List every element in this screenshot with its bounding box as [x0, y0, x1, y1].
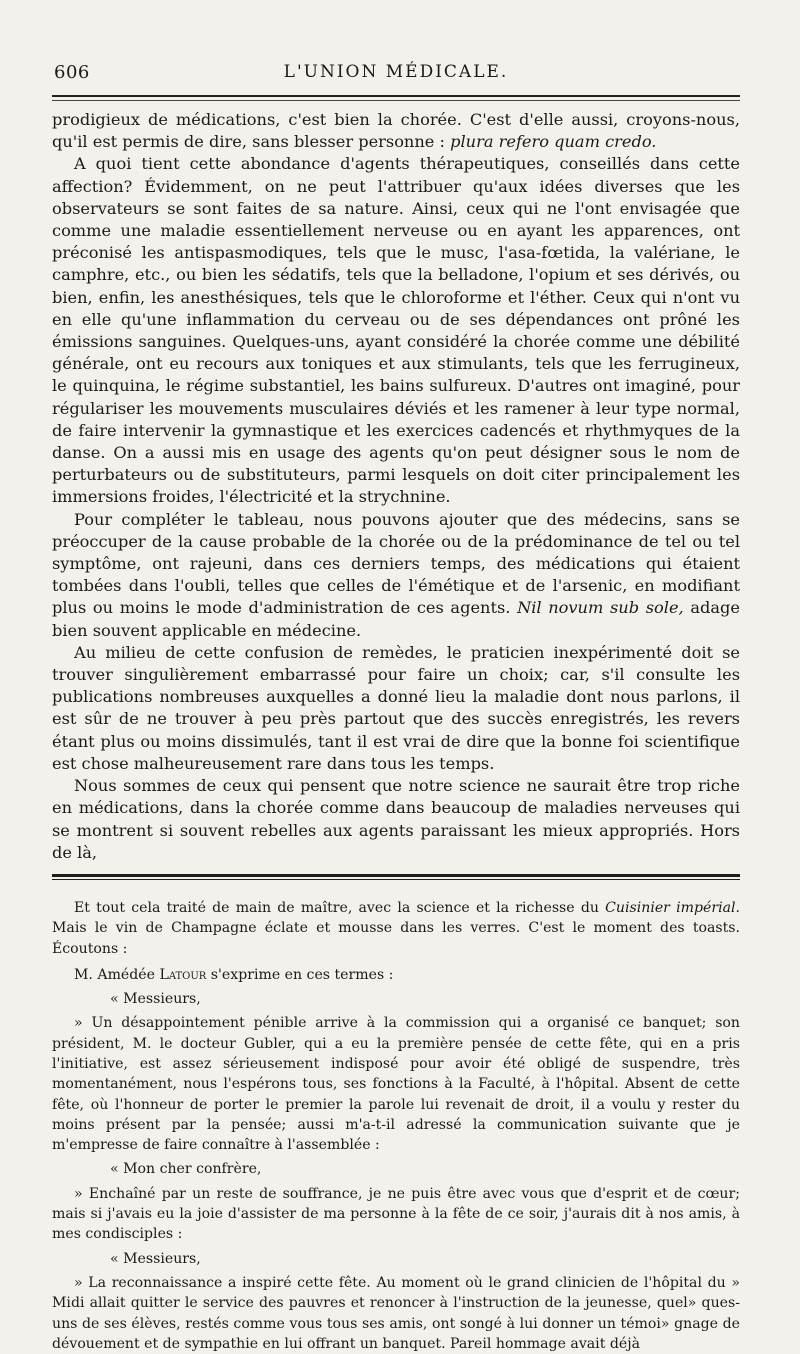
speaker-name: Latour — [159, 966, 207, 983]
feuilleton-paragraph: » La reconnaissance a inspiré cette fête. Au moment où le grand clinicien de l'hôpital du » Midi allait quitter le service des pauvres et renoncer à l'instruction de la jeunesse, quel» ques-uns de ses élèves, restés comme vous tous ses amis, ont songé à lui donner un témoi» gnage de dévouement et de sympathie en lui offrant un banquet. Pareil hommage avait déjà — [52, 1274, 740, 1352]
separator-thin-rule — [52, 879, 740, 880]
salutation: « Mon cher confrère, — [110, 1161, 262, 1178]
text-run: prodigieux de médications, c'est bien la chorée. C'est d'elle aussi, croyons-nous, qu'il est permis de dire, sans blesser personne : — [52, 110, 740, 152]
latin-quote: Nil novum sub sole, — [517, 598, 684, 618]
text-run: adage bien souvent applicable en médecine. — [52, 598, 740, 640]
text-run: Et tout cela traité de main de maître, avec la science et la richesse du — [74, 899, 606, 916]
document-page — [52, 52, 740, 1352]
feuilleton-body — [52, 898, 740, 1354]
article-paragraph: A quoi tient cette abondance d'agents thérapeutiques, conseillés dans cette affection? Évidemment, on ne peut l'attribuer qu'aux idées diverses que les observateurs se sont faites de sa nature. Ainsi, ceux qui ne l'ont envisagée que comme une maladie essentiellement nerveuse ou en ayant les apparences, ont préconisé les antispasmodiques, tels que le musc, l'asa-fœtida, la valériane, le camphre, etc., ou bien les sédatifs, tels que la belladone, l'opium et ses dérivés, ou bien, enfin, les anesthésiques, tels que le chloroforme et l'éther. Ceux qui n'ont vu en elle qu'une inflammation du cerveau ou de ses dépendances ont prôné les émissions sanguines. Quelques-uns, ayant considéré la chorée comme une débilité générale, ont eu recours aux toniques et aux stimulants, tels que les ferrugineux, le quinquina, le régime substantiel, les bains sulfureux. D'autres ont imaginé, pour régulariser les mouvements musculaires déviés et les ramener à leur type normal, de faire intervenir la gymnastique et les exercices cadencés et rhythmyques de la danse. On a aussi mis en usage des agents qu'on peut désigner sous le nom de perturbateurs ou de substituteurs, parmi lesquels on doit citer principalement les immersions froides, l'électricité et la strychnine. — [52, 154, 740, 507]
feuilleton-paragraph: » Enchaîné par un reste de souffrance, je ne puis être avec vous que d'esprit et de cœur; mais si j'avais eu la joie d'assister de ma personne à la fête de ce soir, j'aurais dit à nos amis, à mes condisciples : — [52, 1185, 740, 1243]
text-run: s'exprime en ces termes : — [206, 966, 394, 983]
article-paragraph: Au milieu de cette confusion de remèdes, le praticien inexpérimenté doit se trouver singulièrement embarrassé pour faire un choix; car, s'il consulte les publications nombreuses auxquelles a donné lieu la maladie dont nous parlons, il est sûr de ne trouver à peu près partout que des succès enregistrés, les revers étant plus ou moins dissimulés, tant il est vrai de dire que la bonne foi scientifique est chose malheureusement rare dans tous les temps. — [52, 642, 740, 773]
header-rule-thin — [52, 100, 740, 101]
feuilleton-paragraph: » Un désappointement pénible arrive à la commission qui a organisé ce banquet; son président, M. le docteur Gubler, qui a eu la première pensée de cette fête, qui en a pris l'initiative, est assez sérieusement indisposé pour avoir été obligé de suspendre, très momentanément, nous l'espérons tous, ses fonctions à la Faculté, à l'hôpital. Absent de cette fête, où l'honneur de porter le premier la parole lui revenait de droit, il a voulu y rester du moins présent par la pensée; aussi m'a-t-il adressé la communication suivante que je m'empresse de faire connaître à l'assemblée : — [52, 1015, 740, 1154]
text-run: Mais le vin de Champagne éclate et mousse dans les verres. C'est le moment des toasts. Écoutons : — [52, 920, 740, 957]
article-paragraph — [52, 109, 740, 153]
running-title: L'UNION MÉDICALE. — [283, 62, 509, 82]
salutation: « Messieurs, — [110, 1250, 201, 1267]
page-number: 606 — [54, 62, 90, 83]
text-run: Pour compléter le tableau, nous pouvons ajouter que des médecins, sans se préoccuper de la cause probable de la chorée ou de la prédominance de tel ou tel symptôme, ont rajeuni, dans ces derniers temps, des médications qui étaient tombées dans l'oubli, telles que celles de l'émétique et de l'arsenic, en modifiant plus ou moins le mode d'administration de ces agents. — [52, 509, 740, 618]
article-paragraph — [52, 509, 740, 642]
page-header — [52, 52, 740, 92]
italic-title: Cuisinier impérial. — [605, 899, 740, 916]
feuilleton-separator — [52, 874, 740, 880]
salutation: « Messieurs, — [110, 991, 201, 1008]
article-body — [52, 109, 740, 864]
text-run: M. Amédée — [74, 966, 160, 983]
feuilleton-paragraph — [52, 898, 740, 959]
article-paragraph: Nous sommes de ceux qui pensent que notre science ne saurait être trop riche en médications, dans la chorée comme dans beaucoup de maladies nerveuses qui se montrent si souvent rebelles aux agents paraissant les mieux appropriés. Hors de là, — [52, 776, 740, 862]
separator-thick-rule — [52, 874, 740, 877]
speaker-line — [52, 965, 740, 985]
latin-quote: plura refero quam credo. — [450, 132, 657, 152]
header-rule — [52, 95, 740, 97]
